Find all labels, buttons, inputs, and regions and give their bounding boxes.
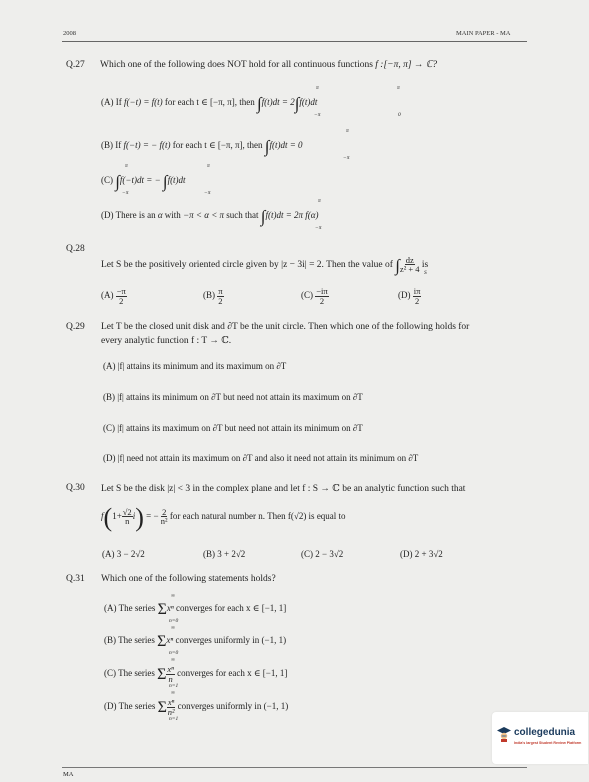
graduate-icon bbox=[496, 726, 512, 742]
q30-inner-frac bbox=[122, 508, 133, 526]
q27-stem-text: Which one of the following does NOT hold for all continuous functions bbox=[100, 60, 373, 70]
q28-option-b[interactable] bbox=[203, 287, 224, 305]
q30-option-d[interactable]: (D) 2 + 3√2 bbox=[400, 549, 443, 559]
integral-sign: ∫ bbox=[264, 137, 270, 156]
integral-sign: ∫ bbox=[260, 207, 266, 226]
left-paren: ( bbox=[103, 503, 113, 532]
q31-d-upper: ∞ bbox=[171, 690, 175, 696]
right-paren: ) bbox=[135, 503, 144, 532]
q30-inner-num: √2 bbox=[122, 506, 132, 517]
q28-c-den: 2 bbox=[319, 295, 325, 306]
integral-sign: ∫ bbox=[162, 172, 168, 191]
q28-integrand-den: z² + 4 bbox=[399, 264, 420, 275]
q27-d-expr: f(t)dt = 2π f(α) bbox=[265, 210, 319, 220]
q27-a2-lower-limit: 0 bbox=[398, 112, 401, 118]
q28-d-label: (D) bbox=[398, 290, 411, 301]
q30-rhs-den: n² bbox=[160, 516, 168, 527]
q27-stem bbox=[100, 60, 437, 72]
q27-d-with: with bbox=[164, 210, 181, 220]
q30-number: Q.30 bbox=[66, 483, 85, 493]
q28-a-den: 2 bbox=[119, 295, 124, 306]
q28-a-frac bbox=[116, 287, 127, 305]
q31-d-frac bbox=[167, 698, 175, 716]
header-rule bbox=[62, 41, 527, 42]
q28-d-den: 2 bbox=[414, 295, 420, 306]
q31-a-label: (A) The series bbox=[104, 603, 156, 613]
q31-a-tail: converges for each x ∈ [−1, 1] bbox=[175, 603, 287, 613]
integral-sign: ∫ bbox=[395, 256, 400, 275]
q27-c-label: (C) bbox=[101, 175, 113, 185]
q27-c-expr2: f(t)dt bbox=[167, 175, 186, 185]
q27-a-lower-limit: −π bbox=[314, 112, 321, 118]
q31-b-label: (B) The series bbox=[104, 635, 155, 645]
q31-d-lower: n=1 bbox=[169, 716, 179, 722]
footer-rule bbox=[62, 767, 527, 768]
q27-c-lower-limit: −π bbox=[122, 190, 129, 196]
q31-b-term: xⁿ bbox=[166, 635, 174, 645]
q31-c-label: (C) The series bbox=[104, 668, 155, 679]
q29-number: Q.29 bbox=[66, 322, 85, 332]
q30-inner-den: n bbox=[125, 516, 130, 527]
sigma-sign: Σ bbox=[157, 633, 167, 650]
q27-d-such: such that bbox=[226, 210, 259, 220]
q29-stem-line1: Let T be the closed unit disk and ∂T be the unit circle. Then which one of the following holds for bbox=[101, 322, 470, 332]
q27-a-cond: f(−t) = f(t) bbox=[124, 97, 163, 107]
q28-number: Q.28 bbox=[66, 244, 85, 254]
q27-a-label: (A) If bbox=[101, 97, 122, 107]
q31-stem: Which one of the following statements holds? bbox=[101, 574, 276, 584]
q30-tail: for each natural number n. Then f(√2) is equal to bbox=[169, 511, 346, 521]
q28-c-frac bbox=[315, 287, 328, 305]
q27-a-then: then bbox=[239, 97, 255, 107]
q28-d-frac bbox=[413, 287, 422, 305]
q30-stem: Let S be the disk |z| < 3 in the complex plane and let f : S → ℂ be an analytic function such that bbox=[101, 484, 466, 494]
q30-one-plus: 1+ bbox=[112, 511, 122, 521]
q31-b-lower: n=0 bbox=[169, 650, 179, 656]
q27-b-then: then bbox=[247, 140, 263, 150]
q30-equation bbox=[101, 502, 346, 535]
q28-is: is bbox=[421, 260, 429, 270]
q28-c-num: −iπ bbox=[316, 286, 328, 296]
q27-a-upper-limit: π bbox=[316, 85, 319, 91]
q31-c-frac bbox=[166, 665, 174, 683]
q31-d-label: (D) The series bbox=[104, 701, 156, 712]
footer-code: MA bbox=[63, 771, 74, 778]
q30-eq: = − bbox=[146, 511, 159, 521]
q31-d-num: xⁿ bbox=[167, 697, 175, 707]
q28-option-c[interactable] bbox=[301, 287, 329, 305]
q30-option-b[interactable]: (B) 3 + 2√2 bbox=[203, 549, 246, 559]
q27-a2-upper-limit: π bbox=[397, 85, 400, 91]
q31-b-upper: ∞ bbox=[171, 625, 175, 631]
q31-option-a[interactable] bbox=[104, 600, 286, 620]
q28-contour: S bbox=[424, 270, 427, 276]
q27-d-lower-limit: −π bbox=[315, 225, 322, 231]
q31-c-lower: n=1 bbox=[169, 683, 179, 689]
q27-b-cond: f(−t) = − f(t) bbox=[123, 140, 171, 150]
q27-function: f :[−π, π] → ℂ? bbox=[375, 60, 438, 70]
q27-d-upper-limit: π bbox=[318, 198, 321, 204]
q29-option-c[interactable]: (C) |f| attains its maximum on ∂T but need not attain its minimum on ∂T bbox=[103, 423, 363, 433]
integral-sign: ∫ bbox=[256, 94, 262, 113]
q27-option-b[interactable] bbox=[101, 136, 303, 157]
q27-a-domain: for each t ∈ [−π, π], bbox=[164, 97, 237, 107]
q27-b-domain: for each t ∈ [−π, π], bbox=[172, 140, 245, 150]
q28-option-d[interactable] bbox=[398, 287, 421, 305]
q27-option-c[interactable] bbox=[101, 171, 186, 192]
q27-d-cond: −π < α < π bbox=[183, 210, 225, 220]
brand-tagline: India's largest Student Review Platform bbox=[514, 741, 582, 745]
q28-b-den: 2 bbox=[218, 295, 223, 306]
q27-b-lower-limit: −π bbox=[343, 155, 350, 161]
q27-b-label: (B) If bbox=[101, 140, 122, 150]
q28-stem-text: Let S be the positively oriented circle given by |z − 3i| = 2. Then the value of bbox=[101, 260, 393, 270]
q27-c-expr: f(−t)dt = − bbox=[119, 175, 161, 185]
q30-option-c[interactable]: (C) 2 − 3√2 bbox=[301, 549, 344, 559]
q31-c-upper: ∞ bbox=[171, 657, 175, 663]
q30-option-a[interactable]: (A) 3 − 2√2 bbox=[102, 549, 145, 559]
q27-number: Q.27 bbox=[66, 60, 85, 70]
q27-option-d[interactable] bbox=[101, 206, 319, 227]
q29-option-b[interactable]: (B) |f| attains its minimum on ∂T but need not attain its maximum on ∂T bbox=[103, 392, 363, 402]
q28-b-frac bbox=[217, 287, 223, 305]
header-title: MAIN PAPER - MA bbox=[456, 30, 511, 37]
integral-sign: ∫ bbox=[294, 94, 300, 113]
q28-integrand bbox=[400, 256, 420, 274]
q27-d-label: (D) There is an bbox=[101, 210, 156, 220]
q31-option-b[interactable] bbox=[104, 632, 286, 652]
q31-a-upper: ∞ bbox=[171, 593, 175, 599]
q30-f: f bbox=[101, 511, 104, 521]
q31-c-tail: converges for each x ∈ [−1, 1] bbox=[177, 668, 288, 679]
q31-option-d[interactable] bbox=[104, 698, 288, 718]
q28-integrand-num: dz bbox=[405, 254, 414, 265]
q27-option-a[interactable] bbox=[101, 93, 317, 114]
q31-c-den: n bbox=[168, 673, 173, 684]
q29-stem-line2: every analytic function f : T → ℂ. bbox=[101, 336, 232, 346]
q31-b-tail: converges uniformly in (−1, 1) bbox=[175, 635, 287, 645]
q31-d-tail: converges uniformly in (−1, 1) bbox=[177, 701, 289, 712]
header-year: 2008 bbox=[63, 30, 76, 37]
q31-d-den: n² bbox=[167, 706, 175, 717]
q29-option-a[interactable]: (A) |f| attains its minimum and its maximum on ∂T bbox=[103, 361, 287, 371]
sigma-sign: Σ bbox=[157, 601, 167, 618]
q27-c2-lower-limit: −π bbox=[204, 190, 211, 196]
q31-a-term: xⁿ bbox=[166, 603, 174, 613]
sigma-sign: Σ bbox=[157, 666, 167, 684]
q31-c-num: xⁿ bbox=[167, 664, 174, 674]
q27-d-alpha: α bbox=[157, 210, 163, 220]
q27-b-expr: f(t)dt = 0 bbox=[269, 140, 303, 150]
sigma-sign: Σ bbox=[157, 699, 167, 717]
q27-a-expr2: f(t)dt bbox=[299, 97, 318, 107]
q27-a-expr: f(t)dt = 2 bbox=[261, 97, 295, 107]
q31-a-lower: n=0 bbox=[169, 618, 179, 624]
brand-name: collegedunia bbox=[514, 727, 576, 738]
q28-stem bbox=[101, 255, 428, 276]
q28-b-label: (B) bbox=[203, 290, 215, 301]
q27-c-upper-limit: π bbox=[125, 163, 128, 169]
q28-d-num: iπ bbox=[413, 286, 421, 296]
q28-c-label: (C) bbox=[301, 290, 313, 301]
collegedunia-logo bbox=[492, 712, 588, 764]
q28-a-num: −π bbox=[116, 286, 126, 296]
q31-number: Q.31 bbox=[66, 574, 85, 584]
q30-rhs-num: 2 bbox=[162, 506, 167, 517]
q28-option-a[interactable] bbox=[101, 287, 127, 305]
q30-i: i bbox=[132, 511, 136, 521]
integral-sign: ∫ bbox=[115, 172, 120, 191]
q30-rhs-frac bbox=[161, 508, 168, 526]
q31-option-c[interactable] bbox=[104, 665, 287, 685]
q29-option-d[interactable]: (D) |f| need not attain its maximum on ∂T and also it need not attain its minimum on ∂T bbox=[103, 453, 419, 463]
q28-b-num: π bbox=[218, 286, 223, 296]
q27-b-upper-limit: π bbox=[346, 128, 349, 134]
q28-a-label: (A) bbox=[101, 290, 114, 301]
q27-c2-upper-limit: π bbox=[207, 163, 210, 169]
